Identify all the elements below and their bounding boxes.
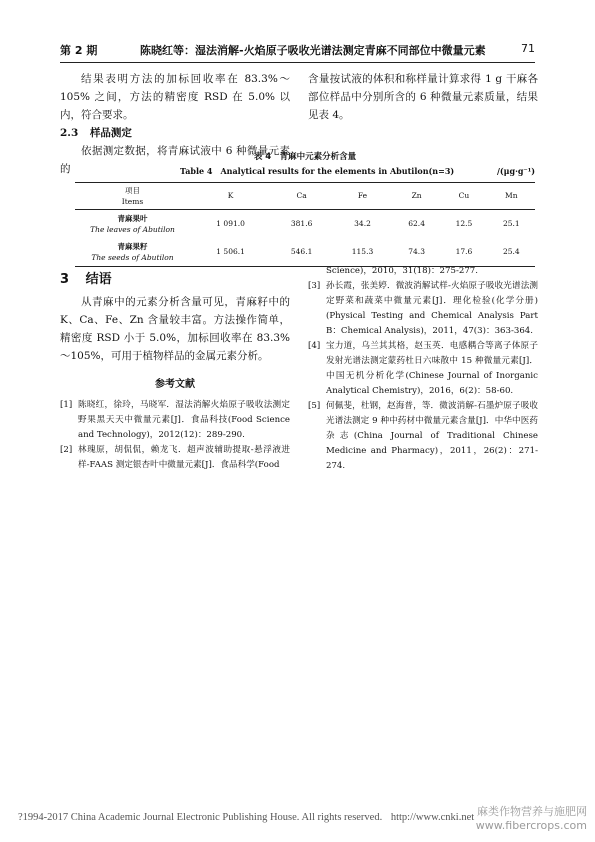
reference-item: [1] 陈晓红，徐玲，马晓军．湿法消解火焰原子吸收法测定野果黑天天中微量元素[J]．食品科技(Food Science and Technology)，2012(12)：289-290. bbox=[60, 400, 290, 440]
table-row: 青麻果叶 The leaves of Abutilon 1 091.0 381.6 34.2 62.4 12.5 25.1 bbox=[75, 210, 535, 238]
sample-paragraph: 依据测定数据，将青麻试液中 6 种微量元素的 bbox=[60, 145, 290, 175]
running-header bbox=[60, 40, 535, 60]
site-link[interactable]: http://www.cnki.net bbox=[390, 812, 475, 823]
reference-item: [2] 林瑰原，胡侃侃，赖龙飞．超声波辅助提取-悬浮液进样-FAAS 测定银杏叶中微量元素[J]．食品科学(Food bbox=[60, 445, 290, 470]
recovery-paragraph: 结果表明方法的加标回收率在 83.3%～105% 之间，方法的精密度 RSD 在 5.0% 以内，符合要求。 bbox=[60, 73, 290, 121]
reference-item: [5] 何佩斐，杜钢，赵海普，等．微波消解-石墨炉原子吸收光谱法测定 9 种中药材中微量元素含量[J]．中华中医药杂志(China Journal of Traditional Chinese Medicine and Pharmacy)，2011，26(2)：271-274. bbox=[308, 401, 538, 471]
table-cell: 25.1 bbox=[502, 219, 520, 228]
reference-item: [4] 宝力道，乌兰其其格，赵玉英．电感耦合等离子体原子发射光谱法测定蒙药杜日六味散中 15 种微量元素[J]．中国无机分析化学(Chinese Journal of Inorganic Analytical Chemistry)，2016，6(2)：58-60. bbox=[308, 341, 538, 396]
table-unit: /(μg·g⁻¹) bbox=[496, 166, 535, 176]
table-cell: 17.6 bbox=[455, 247, 473, 256]
table-cell: 34.2 bbox=[354, 219, 371, 228]
issue-number: 第 2 期 bbox=[60, 44, 98, 57]
copyright-line: ?1994-2017 China Academic Journal Electronic Publishing House. All rights reserved. http://www.cnki.net bbox=[18, 812, 475, 823]
header-items: 项目 Items bbox=[121, 185, 144, 206]
table-cell: 115.3 bbox=[351, 247, 374, 256]
right-column-top bbox=[308, 70, 538, 124]
data-table bbox=[75, 183, 535, 266]
references-left bbox=[60, 398, 290, 473]
references-heading: 参考文献 bbox=[155, 379, 195, 390]
running-title: 陈晓红等：湿法消解-火焰原子吸收光谱法测定青麻不同部位中微量元素 bbox=[140, 44, 486, 57]
section-number: 2.3 bbox=[60, 127, 79, 139]
table-title-en: Table 4 Analytical results for the elements in Abutilon(n=3) bbox=[180, 166, 455, 176]
table-cell: 1 091.0 bbox=[216, 219, 245, 228]
table-cell: 1 506.1 bbox=[216, 247, 245, 256]
header-rule bbox=[60, 62, 535, 63]
table-cell: 546.1 bbox=[290, 247, 313, 256]
col-header: Cu bbox=[458, 191, 470, 201]
references-right bbox=[308, 264, 538, 474]
conclusion-paragraph: 从青麻中的元素分析含量可见，青麻籽中的 K、Ca、Fe、Zn 含量较丰富。方法操作简单，精密度 RSD 小于 5.0%，加标回收率在 83.3%～105%，可用于植物样品的金属元素分析。 bbox=[60, 296, 290, 362]
section-title: 结语 bbox=[85, 272, 112, 287]
col-header: Fe bbox=[357, 191, 368, 201]
result-paragraph: 含量按试液的体积和称样量计算求得 1 g 干麻各部位样品中分别所含的 6 种微量元素质量，结果见表 4。 bbox=[308, 73, 538, 121]
reference-item: [3] 孙长霞，张美婷．微波消解试样-火焰原子吸收光谱法测定野菜和蔬菜中微量元素[J]．理化检验(化学分册)(Physical Testing and Chemical Analysis Part B：Chemical Analysis)，2011，47(3)：363-364. bbox=[308, 281, 538, 336]
table-cell: 381.6 bbox=[290, 219, 313, 228]
section-2-3-heading bbox=[60, 124, 290, 142]
table-4 bbox=[75, 150, 535, 267]
section-number: 3 bbox=[60, 272, 70, 287]
table-row: 青麻果籽 The seeds of Abutilon 1 506.1 546.1 115.3 74.3 17.6 25.4 bbox=[75, 238, 535, 266]
table-title-cn: 表 4 青麻中元素分析含量 bbox=[253, 152, 357, 162]
section-title: 样品测定 bbox=[89, 127, 132, 139]
table-cell: 25.4 bbox=[502, 247, 520, 256]
left-column-bottom bbox=[60, 268, 290, 473]
table-cell: 12.5 bbox=[455, 219, 473, 228]
watermark: 麻类作物营养与施肥网 www.fibercrops.com bbox=[475, 805, 587, 832]
page-number: 71 bbox=[521, 42, 535, 55]
table-cell: 62.4 bbox=[408, 219, 425, 228]
col-header: Ca bbox=[296, 191, 307, 201]
col-header: Mn bbox=[505, 191, 518, 201]
reference-continuation: Science)，2010，31(18)：275-277. bbox=[326, 266, 478, 276]
col-header: Zn bbox=[411, 191, 422, 201]
col-header: K bbox=[227, 191, 234, 201]
section-3-heading bbox=[60, 268, 290, 287]
table-cell: 74.3 bbox=[408, 247, 425, 256]
